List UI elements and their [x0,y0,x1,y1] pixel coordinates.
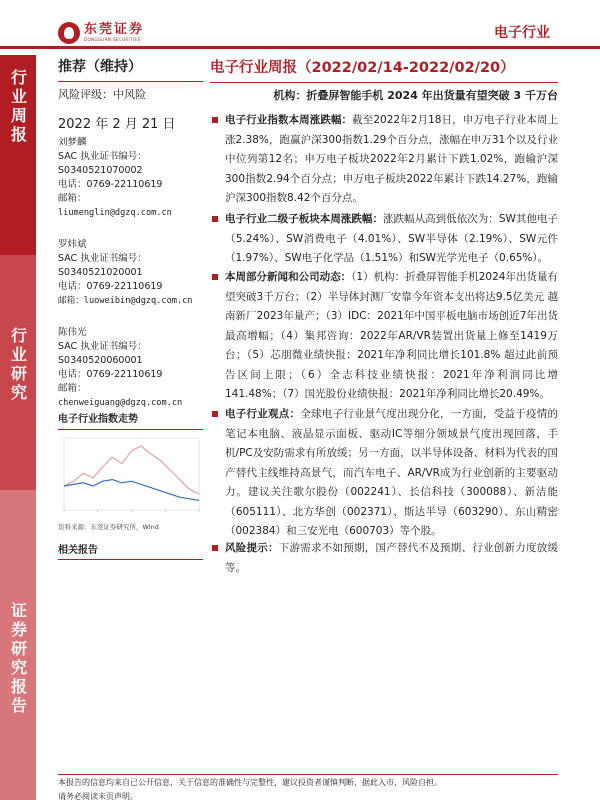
sidebar-label-weekly: 行业周报 [8,69,28,145]
recommendation-divider [58,81,203,82]
report-date: 2022 年 2 月 21 日 [58,117,176,132]
analyst-cert: S0340521070002 [58,165,143,176]
analyst-card [58,326,203,410]
chart-title: 电子行业指数走势 [58,414,138,425]
series-line-electronics [64,446,199,494]
summary-bullet [210,405,558,542]
analyst-name: 罗炜斌 [58,239,87,250]
analyst-cert-label: SAC 执业证书编号： [58,151,147,162]
analyst-email-label: 邮箱： [58,296,84,306]
report-title: 电子行业周报（2022/02/14-2022/02/20） [210,60,515,76]
logo-emblem-icon [58,22,80,44]
bullet-body: （1）机构：折叠屏智能手机2024年出货量有望突破3千万台；（2）半导体封测厂安靠今年资本支出将达9.5亿美元 越南新厂2023年量产；（3）IDC：2021年中国平板电脑市场创近7年出货最高增幅；（4）集邦咨询：2022年AR/VR装置出货量上修至1419万台；（5）芯朋微业绩快报：2021年净利同比增长101.8% 超过此前预告区间上限；（6）全志科技业绩快报：2021年净利润同比增141.48%；（7）国光股份业绩快报：2021年净利同比增长20.49%。 [225,271,558,400]
analyst-email[interactable]: chenweiguang@dgzq.com.cn [58,398,183,408]
summary-bullet [210,268,558,405]
bullet-square-icon [212,545,218,551]
sidebar-label-report: 证券研究报告 [8,602,28,716]
related-divider [58,559,203,560]
index-chart-panel [58,410,203,560]
left-info-column [58,56,203,410]
analyst-cert: S0340520060001 [58,355,143,366]
sidebar-label-research: 行业研究 [8,327,28,403]
bullet-heading: 本周部分新闻和公司动态： [225,271,352,283]
title-divider [210,82,558,83]
series-line-hs300 [64,480,199,501]
bullet-square-icon [212,274,218,280]
bullet-heading: 电子行业指数本周涨跌幅： [225,114,353,126]
bullet-heading: 电子行业二级子板块本周涨跌幅： [225,213,383,225]
analyst-email[interactable]: liumenglin@dgzq.com.cn [58,208,172,218]
analyst-name: 刘梦麟 [58,137,87,148]
analyst-email[interactable]: luoweibin@dgzq.com.cn [83,296,193,306]
analyst-email-label: 邮箱： [58,383,87,394]
index-trend-chart [58,432,203,520]
bullet-square-icon [212,216,218,222]
bullet-square-icon [212,411,218,417]
bullet-body: 涨跌幅从高到低依次为：SW其他电子（5.24%）、SW消费电子（4.01%）、SW半导体（2.19%）、SW元件（1.97%）、SW电子化学品（1.51%）和SW光学光电子（0.65%）。 [225,213,559,264]
analyst-cert: S0340521020001 [58,267,143,278]
report-subtitle: 机构：折叠屏智能手机 2024 年出货量有望突破 3 千万台 [273,89,558,102]
sidebar-block-weekly [0,55,36,255]
analyst-phone: 电话：0769-22110619 [58,281,163,292]
recommendation: 推荐（维持） [58,59,142,75]
logo-name-en: DONGGUAN SECURITIES [84,37,141,42]
header-industry: 电子行业 [494,25,550,41]
logo-name-cn: 东莞证券 [84,22,145,37]
footer-divider [58,774,558,775]
footer-disclaimer: 本报告的信息均来自已公开信息，关于信息的准确性与完整性，建议投资者谨慎判断，据此入市，风险自担。 [58,778,442,787]
sidebar-block-research [0,255,36,490]
report-header [210,56,558,103]
summary-bullet [210,210,558,269]
company-logo [58,22,144,44]
bullet-body: 全球电子行业景气度出现分化，一方面，受益于疫情的笔记本电脑、液晶显示面板、驱动IC等细分领域景气度出现回落，手机/PC及安防需求有所放缓；另一方面，以半导体设备、材料为代表的国产替代主线维持高景气，而汽车电子、AR/VR成为行业创新的主要驱动力。建议关注歌尔股份（002241）、长信科技（300088）、新洁能（605111）、北方华创（002371）、斯达半导（603290）、东山精密（002384）和三安光电（600703）等个股。 [225,408,558,537]
footer-notice: 请务必阅读末页声明。 [58,792,138,800]
analyst-phone: 电话：0769-22110619 [58,179,163,190]
bullet-heading: 风险提示： [225,542,279,554]
analyst-card [58,238,203,308]
chart-divider [58,429,203,430]
bullet-body: 截至2022年2月18日，申万电子行业本周上涨2.38%，跑赢沪深300指数1.29个百分点，涨幅在申万31个以及行业中位列第12名；申万电子板块2022年2月累计下跌1.02%，跑输沪深300指数2.94个百分点；申万电子板块2022年累计下跌14.27%，跑输沪深300指数8.42个百分点。 [225,114,559,204]
analyst-email-line[interactable] [58,294,203,308]
bullet-heading: 电子行业观点： [225,408,301,420]
summary-bullet [210,539,558,578]
analyst-name: 陈伟光 [58,327,87,338]
related-reports-heading: 相关报告 [58,545,98,556]
analyst-cert-label: SAC 执业证书编号： [58,341,147,352]
bullet-square-icon [212,117,218,123]
analyst-card [58,136,203,220]
sidebar [0,55,36,800]
analyst-cert-label: SAC 执业证书编号： [58,253,147,264]
analyst-phone: 电话：0769-22110619 [58,369,163,380]
risk-rating: 风险评级：中风险 [58,88,146,101]
chart-source: 资料来源：东莞证券研究所，Wind [58,523,159,531]
analyst-email-label: 邮箱： [58,193,87,204]
summary-bullet [210,111,558,209]
sidebar-block-report [0,490,36,800]
bullet-body: 下游需求不如预期，国产替代不及预期、行业创新力度放缓等。 [225,542,558,574]
page-header [0,0,600,52]
header-divider [0,46,600,49]
page-footer [58,774,558,800]
